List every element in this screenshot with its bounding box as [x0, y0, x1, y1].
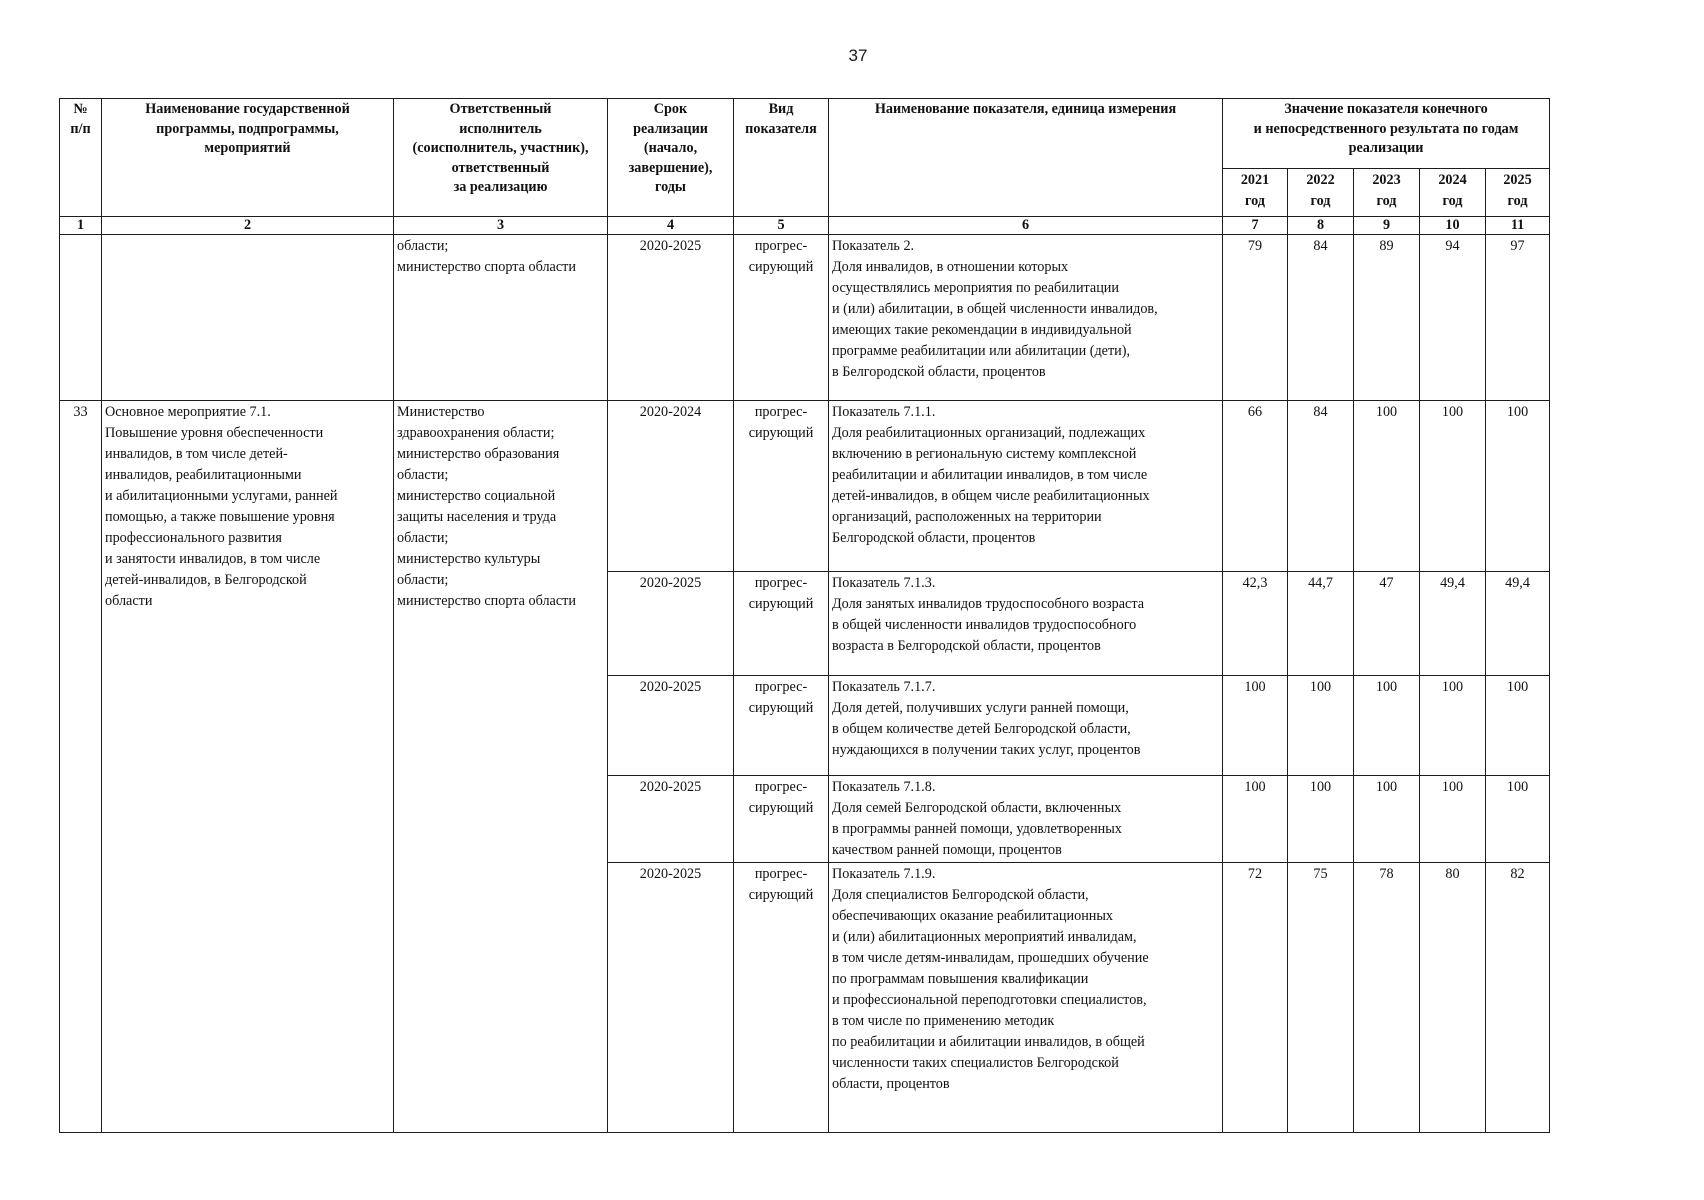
- cell-value-2023: 100: [1354, 676, 1420, 776]
- table-row: [60, 235, 1550, 401]
- cell-term: 2020-2024: [608, 401, 734, 572]
- cell-term: 2020-2025: [608, 235, 734, 401]
- cell-executor: Министерство здравоохранения области; министерство образования области; министерство социальной защиты населения и труда области; министерство культуры области; министерство спорта области: [394, 401, 608, 1133]
- header-year-2023: 2023 год: [1354, 169, 1420, 217]
- column-number: 7: [1223, 217, 1288, 235]
- cell-value-2025: 49,4: [1486, 572, 1550, 676]
- cell-value-2021: 72: [1223, 863, 1288, 1133]
- cell-indicator: Показатель 7.1.7. Доля детей, получивших услуги ранней помощи, в общем количестве детей Белгородской области, нуждающихся в получении таких услуг, процентов: [829, 676, 1223, 776]
- cell-value-2023: 100: [1354, 776, 1420, 863]
- cell-value-2024: 100: [1420, 401, 1486, 572]
- cell-program-name: [102, 235, 394, 401]
- cell-indicator: Показатель 7.1.3. Доля занятых инвалидов трудоспособного возраста в общей численности инвалидов трудоспособного возраста в Белгородской области, процентов: [829, 572, 1223, 676]
- header-year-2025: 2025 год: [1486, 169, 1550, 217]
- column-number-row: [60, 217, 1550, 235]
- column-number: 1: [60, 217, 102, 235]
- cell-value-2021: 100: [1223, 676, 1288, 776]
- header-values: Значение показателя конечного и непосредственного результата по годам реализации: [1223, 99, 1550, 169]
- cell-value-2024: 100: [1420, 776, 1486, 863]
- cell-kind: прогрес- сирующий: [734, 572, 829, 676]
- header-term: Срок реализации (начало, завершение), годы: [608, 99, 734, 217]
- cell-value-2021: 79: [1223, 235, 1288, 401]
- column-number: 3: [394, 217, 608, 235]
- column-number: 11: [1486, 217, 1550, 235]
- cell-value-2022: 100: [1288, 776, 1354, 863]
- cell-value-2025: 97: [1486, 235, 1550, 401]
- column-number: 4: [608, 217, 734, 235]
- header-year-2022: 2022 год: [1288, 169, 1354, 217]
- column-number: 9: [1354, 217, 1420, 235]
- header-kind: Вид показателя: [734, 99, 829, 217]
- cell-term: 2020-2025: [608, 676, 734, 776]
- cell-value-2022: 44,7: [1288, 572, 1354, 676]
- header-program-name: Наименование государственной программы, подпрограммы, мероприятий: [102, 99, 394, 217]
- cell-kind: прогрес- сирующий: [734, 863, 829, 1133]
- table-row: [60, 401, 1550, 572]
- cell-kind: прогрес- сирующий: [734, 776, 829, 863]
- cell-kind: прогрес- сирующий: [734, 235, 829, 401]
- cell-kind: прогрес- сирующий: [734, 676, 829, 776]
- cell-value-2024: 49,4: [1420, 572, 1486, 676]
- header-row-top: [60, 99, 1550, 169]
- cell-kind: прогрес- сирующий: [734, 401, 829, 572]
- cell-indicator: Показатель 7.1.1. Доля реабилитационных организаций, подлежащих включению в региональную систему комплексной реабилитации и абилитации инвалидов, в том числе детей-инвалидов, в общем числе реабилитационных организаций, расположенных на территории Белгородской области, процентов: [829, 401, 1223, 572]
- cell-program-name: Основное мероприятие 7.1. Повышение уровня обеспеченности инвалидов, в том числе детей- инвалидов, реабилитационными и абилитационными услугами, ранней помощью, а также повышение уровня профессионального развития и занятости инвалидов, в том числе детей-инвалидов, в Белгородской области: [102, 401, 394, 1133]
- cell-value-2025: 100: [1486, 776, 1550, 863]
- cell-indicator: Показатель 2. Доля инвалидов, в отношении которых осуществлялись мероприятия по реабилитации и (или) абилитации, в общей численности инвалидов, имеющих такие рекомендации в индивидуальной программе реабилитации или абилитации (дети), в Белгородской области, процентов: [829, 235, 1223, 401]
- cell-value-2022: 100: [1288, 676, 1354, 776]
- column-number: 8: [1288, 217, 1354, 235]
- cell-indicator: Показатель 7.1.8. Доля семей Белгородской области, включенных в программы ранней помощи, удовлетворенных качеством ранней помощи, процентов: [829, 776, 1223, 863]
- cell-num: [60, 235, 102, 401]
- header-executor: Ответственный исполнитель (соисполнитель, участник), ответственный за реализацию: [394, 99, 608, 217]
- header-num: № п/п: [60, 99, 102, 217]
- cell-value-2022: 84: [1288, 235, 1354, 401]
- header-indicator: Наименование показателя, единица измерения: [829, 99, 1223, 217]
- header-year-2024: 2024 год: [1420, 169, 1486, 217]
- cell-executor: области; министерство спорта области: [394, 235, 608, 401]
- cell-value-2025: 100: [1486, 676, 1550, 776]
- cell-value-2021: 66: [1223, 401, 1288, 572]
- cell-value-2024: 94: [1420, 235, 1486, 401]
- page-number: 37: [848, 46, 868, 65]
- cell-value-2022: 84: [1288, 401, 1354, 572]
- cell-value-2021: 42,3: [1223, 572, 1288, 676]
- cell-value-2025: 100: [1486, 401, 1550, 572]
- cell-value-2023: 47: [1354, 572, 1420, 676]
- cell-term: 2020-2025: [608, 572, 734, 676]
- column-number: 10: [1420, 217, 1486, 235]
- header-year-2021: 2021 год: [1223, 169, 1288, 217]
- cell-value-2025: 82: [1486, 863, 1550, 1133]
- column-number: 2: [102, 217, 394, 235]
- cell-value-2021: 100: [1223, 776, 1288, 863]
- cell-term: 2020-2025: [608, 863, 734, 1133]
- cell-term: 2020-2025: [608, 776, 734, 863]
- column-number: 5: [734, 217, 829, 235]
- cell-value-2024: 80: [1420, 863, 1486, 1133]
- column-number: 6: [829, 217, 1223, 235]
- program-table: [59, 98, 1550, 1133]
- cell-value-2024: 100: [1420, 676, 1486, 776]
- cell-value-2023: 78: [1354, 863, 1420, 1133]
- cell-value-2023: 100: [1354, 401, 1420, 572]
- cell-value-2022: 75: [1288, 863, 1354, 1133]
- cell-num: 33: [60, 401, 102, 1133]
- cell-value-2023: 89: [1354, 235, 1420, 401]
- cell-indicator: Показатель 7.1.9. Доля специалистов Белгородской области, обеспечивающих оказание реабилитационных и (или) абилитационных мероприятий инвалидам, в том числе детям-инвалидам, прошедших обучение по программам повышения квалификации и профессиональной переподготовки специалистов, в том числе по применению методик по реабилитации и абилитации инвалидов, в общей численности таких специалистов Белгородской области, процентов: [829, 863, 1223, 1133]
